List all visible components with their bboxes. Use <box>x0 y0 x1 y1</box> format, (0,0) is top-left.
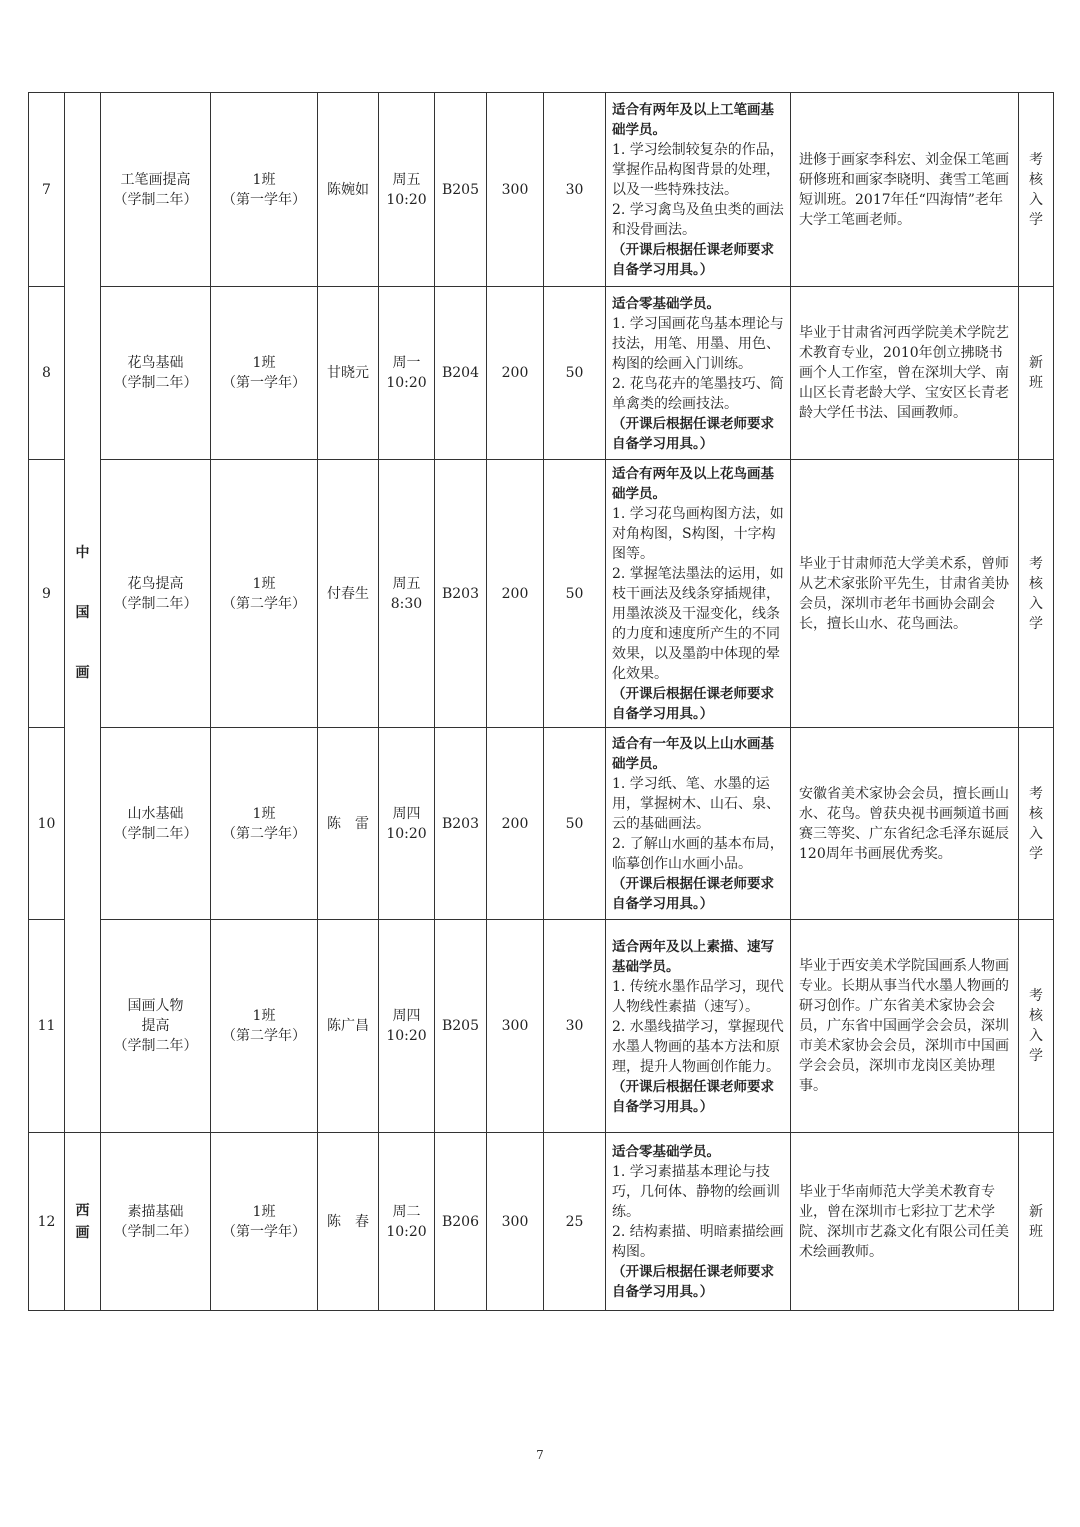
classroom: B206 <box>435 1133 487 1311</box>
class-info: 1班 （第二学年） <box>211 920 318 1133</box>
teacher-name: 陈 春 <box>318 1133 379 1311</box>
course-description: 适合两年及以上素描、速写基础学员。 1. 传统水墨作品学习，现代人物线性素描（速写）。 2. 水墨线描学习，掌握现代水墨人物画的基本方法和原理，提升人物画创作能力。 （开课后根据任课老师要求自备学习用具。） <box>606 920 791 1133</box>
class-info: 1班 （第一学年） <box>211 287 318 460</box>
admission-type: 考 核 入 学 <box>1019 728 1054 920</box>
teacher-intro: 安徽省美术家协会会员，擅长画山水、花鸟。曾获央视书画频道书画赛三等奖、广东省纪念毛泽东诞辰120周年书画展优秀奖。 <box>791 728 1019 920</box>
category-char: 国 <box>75 604 90 621</box>
class-time: 周一 10:20 <box>379 287 435 460</box>
course-description: 适合零基础学员。 1. 学习国画花鸟基本理论与技法，用笔、用墨、用色、构图的绘画入门训练。 2. 花鸟花卉的笔墨技巧、简单禽类的绘画技法。 （开课后根据任课老师要求自备学习用具。） <box>606 287 791 460</box>
class-capacity: 50 <box>544 728 606 920</box>
teacher-intro: 进修于画家李科宏、刘金保工笔画研修班和画家李晓明、龚雪工笔画短训班。2017年任“四海情”老年大学工笔画老师。 <box>791 93 1019 287</box>
course-table <box>28 92 1054 1311</box>
course-description: 适合有两年及以上花鸟画基础学员。 1. 学习花鸟画构图方法，如对角构图，S构图，十字构图等。 2. 掌握笔法墨法的运用，如枝干画法及线条穿插规律，用墨浓淡及干湿变化，线条的力度和速度所产生的不同效果，以及墨韵中体现的晕化效果。 （开课后根据任课老师要求自备学习用具。） <box>606 460 791 728</box>
teacher-name: 陈广昌 <box>318 920 379 1133</box>
course-number: 9 <box>29 460 65 728</box>
teacher-name: 陈 雷 <box>318 728 379 920</box>
classroom: B204 <box>435 287 487 460</box>
classroom: B203 <box>435 728 487 920</box>
table-row <box>29 93 1054 287</box>
course-number: 10 <box>29 728 65 920</box>
category-char: 西 <box>75 1202 90 1219</box>
class-capacity: 50 <box>544 287 606 460</box>
admission-type: 考 核 入 学 <box>1019 460 1054 728</box>
course-name: 花鸟提高 （学制二年） <box>101 460 211 728</box>
admission-type: 新 班 <box>1019 1133 1054 1311</box>
admission-type: 考 核 入 学 <box>1019 93 1054 287</box>
teacher-intro: 毕业于西安美术学院国画系人物画专业。长期从事当代水墨人物画的研习创作。广东省美术家协会会员，广东省中国画学会会员，深圳市美术家协会会员，深圳市中国画学会会员，深圳市龙岗区美协理事。 <box>791 920 1019 1133</box>
table-row <box>29 287 1054 460</box>
classroom: B205 <box>435 920 487 1133</box>
class-capacity: 30 <box>544 93 606 287</box>
category-western-painting <box>65 1133 101 1311</box>
teacher-intro: 毕业于甘肃师范大学美术系，曾师从艺术家张阶平先生，甘肃省美协会员，深圳市老年书画协会副会长，擅长山水、花鸟画法。 <box>791 460 1019 728</box>
course-name: 工笔画提高 （学制二年） <box>101 93 211 287</box>
course-name: 山水基础 （学制二年） <box>101 728 211 920</box>
course-description: 适合零基础学员。 1. 学习素描基本理论与技巧，几何体、静物的绘画训练。 2. 结构素描、明暗素描绘画构图。 （开课后根据任课老师要求自备学习用具。） <box>606 1133 791 1311</box>
course-description: 适合有两年及以上工笔画基础学员。 1. 学习绘制较复杂的作品，掌握作品构图背景的处理，以及一些特殊技法。 2. 学习禽鸟及鱼虫类的画法和没骨画法。 （开课后根据任课老师要求自备学习用具。） <box>606 93 791 287</box>
category-chinese-painting <box>65 93 101 1133</box>
class-capacity: 25 <box>544 1133 606 1311</box>
class-time: 周五 8:30 <box>379 460 435 728</box>
course-number: 11 <box>29 920 65 1133</box>
class-info: 1班 （第一学年） <box>211 1133 318 1311</box>
teacher-intro: 毕业于华南师范大学美术教育专业，曾在深圳市七彩拉丁艺术学院、深圳市艺淼文化有限公司任美术绘画教师。 <box>791 1133 1019 1311</box>
teacher-name: 付春生 <box>318 460 379 728</box>
class-info: 1班 （第一学年） <box>211 93 318 287</box>
class-info: 1班 （第二学年） <box>211 728 318 920</box>
tuition-fee: 200 <box>487 728 544 920</box>
teacher-name: 陈婉如 <box>318 93 379 287</box>
page-number: 7 <box>536 1448 544 1462</box>
course-name: 素描基础 （学制二年） <box>101 1133 211 1311</box>
class-capacity: 30 <box>544 920 606 1133</box>
course-number: 7 <box>29 93 65 287</box>
tuition-fee: 300 <box>487 1133 544 1311</box>
classroom: B205 <box>435 93 487 287</box>
classroom: B203 <box>435 460 487 728</box>
class-time: 周五 10:20 <box>379 93 435 287</box>
tuition-fee: 200 <box>487 460 544 728</box>
class-time: 周二 10:20 <box>379 1133 435 1311</box>
course-description: 适合有一年及以上山水画基础学员。 1. 学习纸、笔、水墨的运用，掌握树木、山石、泉、云的基础画法。 2. 了解山水画的基本布局，临摹创作山水画小品。 （开课后根据任课老师要求自备学习用具。） <box>606 728 791 920</box>
tuition-fee: 300 <box>487 920 544 1133</box>
category-char: 画 <box>75 1224 90 1241</box>
category-char: 中 <box>75 544 90 561</box>
teacher-name: 甘晓元 <box>318 287 379 460</box>
course-number: 8 <box>29 287 65 460</box>
table-row <box>29 920 1054 1133</box>
course-name: 花鸟基础 （学制二年） <box>101 287 211 460</box>
class-capacity: 50 <box>544 460 606 728</box>
course-name: 国画人物 提高 （学制二年） <box>101 920 211 1133</box>
tuition-fee: 300 <box>487 93 544 287</box>
teacher-intro: 毕业于甘肃省河西学院美术学院艺术教育专业，2010年创立拂晓书画个人工作室，曾在深圳大学、南山区长青老龄大学、宝安区长青老龄大学任书法、国画教师。 <box>791 287 1019 460</box>
course-number: 12 <box>29 1133 65 1311</box>
table-row <box>29 1133 1054 1311</box>
class-time: 周四 10:20 <box>379 920 435 1133</box>
class-info: 1班 （第二学年） <box>211 460 318 728</box>
admission-type: 新 班 <box>1019 287 1054 460</box>
category-char: 画 <box>75 664 90 681</box>
tuition-fee: 200 <box>487 287 544 460</box>
table-row <box>29 460 1054 728</box>
admission-type: 考 核 入 学 <box>1019 920 1054 1133</box>
class-time: 周四 10:20 <box>379 728 435 920</box>
table-row <box>29 728 1054 920</box>
